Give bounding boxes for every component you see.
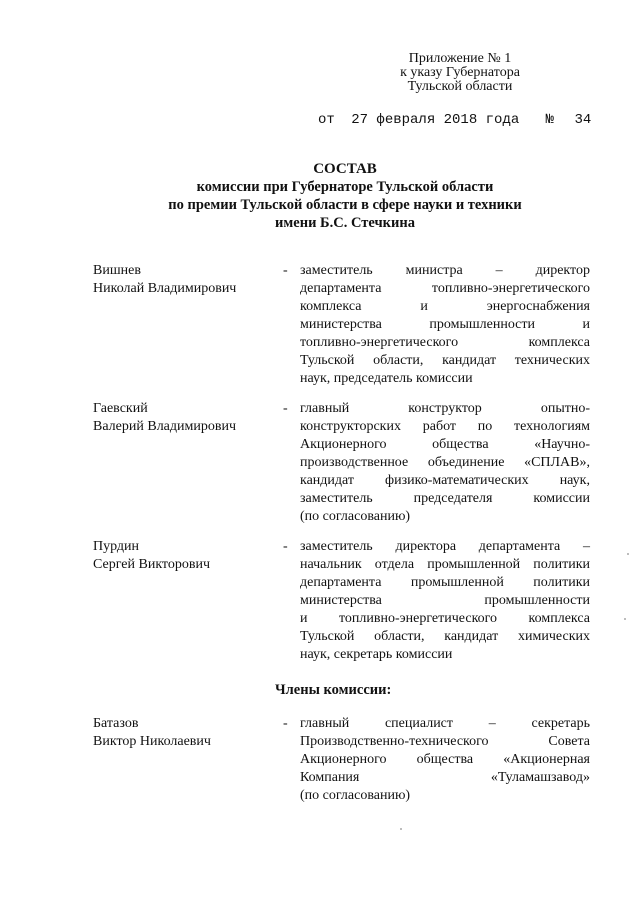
role-line: главный специалист – секретарь (300, 716, 590, 731)
role-line: Производственно-технического Совета (300, 734, 590, 749)
decree-dateline (318, 112, 591, 128)
person-given-name: Валерий Владимирович (93, 419, 237, 434)
role-line: и топливно-энергетического комплекса (300, 611, 590, 626)
appendix-line-3: Тульской области (407, 79, 513, 94)
role-line: наук, секретарь комиссии (300, 647, 453, 662)
person-role (300, 262, 590, 388)
separator-dash: - (283, 401, 288, 416)
member-given-name: Виктор Николаевич (93, 734, 211, 749)
title-line-1: комиссии при Губернаторе Тульской области (196, 179, 494, 195)
role-line: производственное объединение «СПЛАВ», (300, 455, 590, 470)
role-line: Акционерного общества «Акционерная (300, 752, 590, 767)
separator-dash: - (283, 716, 288, 731)
separator-dash: - (283, 263, 288, 278)
role-line: начальник отдела промышленной политики (300, 557, 590, 572)
dateline-prefix: от (318, 112, 335, 128)
decree-date: 27 февраля 2018 года (351, 112, 520, 128)
scan-speck (624, 618, 626, 620)
scan-speck (627, 553, 629, 555)
member-role (300, 715, 590, 805)
person-role (300, 538, 590, 664)
role-line: главный конструктор опытно- (300, 401, 590, 416)
appendix-line-1: Приложение № 1 (408, 51, 512, 66)
appendix-header (380, 52, 540, 94)
role-line: топливно-энергетического комплекса (300, 335, 590, 350)
role-line: заместитель министра – директор (300, 263, 590, 278)
title-line-2: по премии Тульской области в сфере науки и техники (168, 197, 522, 213)
appendix-line-2: к указу Губернатора (400, 65, 520, 80)
role-line: (по согласованию) (300, 788, 411, 803)
person-name (93, 538, 278, 574)
person-role (300, 400, 590, 526)
person-surname: Пурдин (93, 539, 140, 554)
person-name (93, 400, 278, 436)
role-line: Акционерного общества «Научно- (300, 437, 590, 452)
role-line: департамента промышленной политики (300, 575, 590, 590)
role-line: заместитель директора департамента – (300, 539, 590, 554)
separator-dash: - (283, 539, 288, 554)
role-line: комплекса и энергоснабжения (300, 299, 590, 314)
role-line: министерства промышленности и (300, 317, 590, 332)
role-line: кандидат физико-математических наук, (300, 473, 590, 488)
person-surname: Вишнев (93, 263, 141, 278)
person-name (93, 262, 278, 298)
role-line: департамента топливно-энергетического (300, 281, 590, 296)
role-line: наук, председатель комиссии (300, 371, 473, 386)
members-heading: Члены комиссии: (275, 682, 392, 698)
scan-speck (400, 828, 402, 830)
person-given-name: Николай Владимирович (93, 281, 237, 296)
number-sign: № (545, 112, 555, 128)
role-line: Тульской области, кандидат химических (300, 629, 590, 644)
role-line: Компания «Туламашзавод» (300, 770, 590, 785)
title-line-3: имени Б.С. Стечкина (275, 215, 415, 231)
person-given-name: Сергей Викторович (93, 557, 211, 572)
role-line: заместитель председателя комиссии (300, 491, 590, 506)
role-line: конструкторских работ по технологиям (300, 419, 590, 434)
role-line: министерства промышленности (300, 593, 590, 608)
member-name (93, 715, 278, 751)
person-surname: Гаевский (93, 401, 148, 416)
role-line: Тульской области, кандидат технических (300, 353, 590, 368)
member-surname: Батазов (93, 716, 139, 731)
role-line: (по согласованию) (300, 509, 411, 524)
document-title (120, 160, 570, 232)
decree-number: 34 (574, 112, 592, 128)
title-main: СОСТАВ (313, 161, 377, 177)
